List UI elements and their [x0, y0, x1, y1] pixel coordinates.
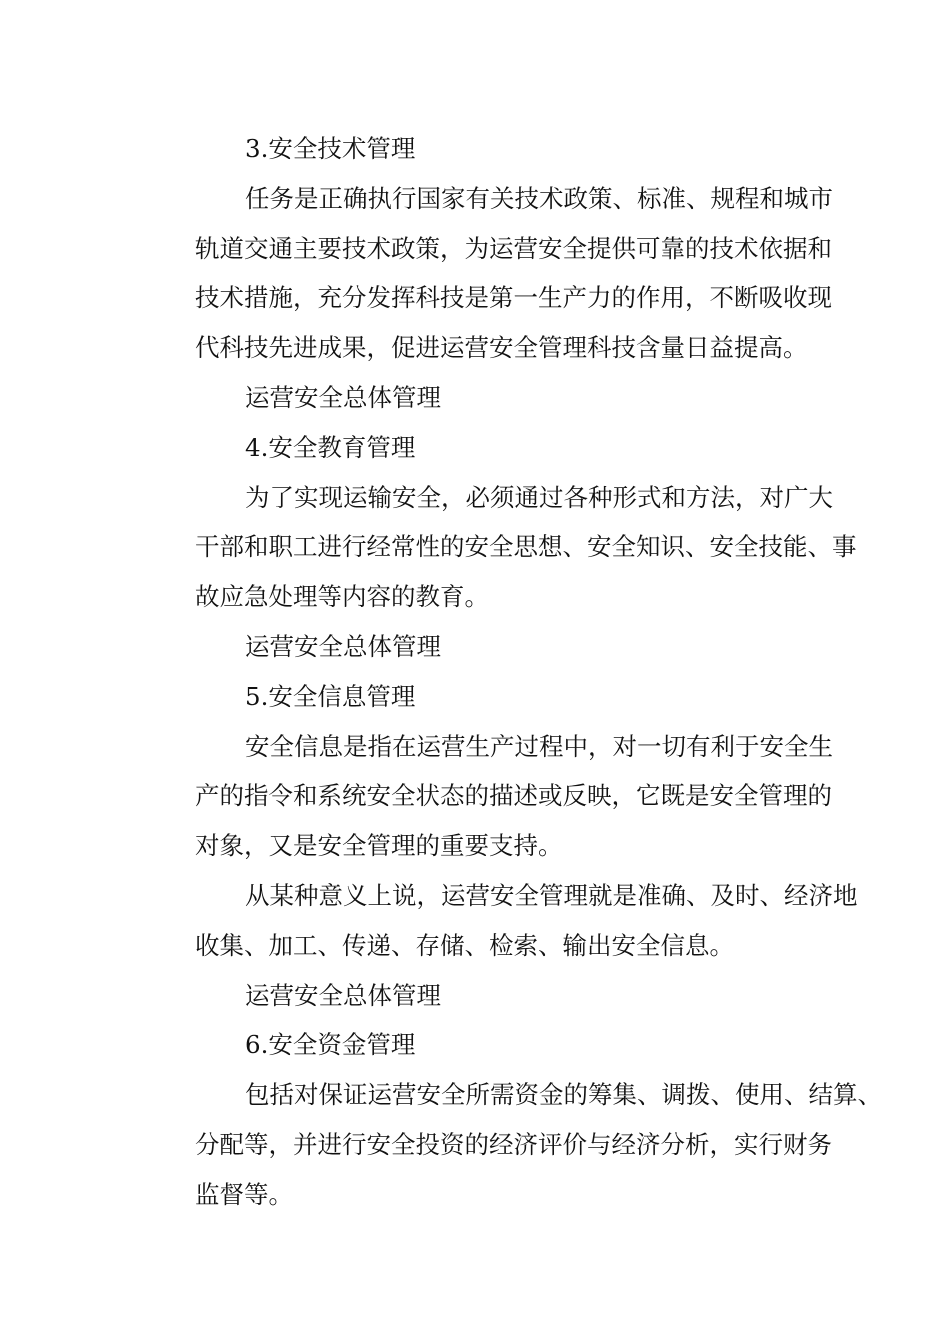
- section-label: [145, 622, 810, 672]
- text-line: 收集、加工、传递、存储、检索、输出安全信息。: [195, 930, 734, 960]
- body-paragraph: [145, 871, 858, 971]
- text-line: 产的指令和系统安全状态的描述或反映，它既是安全管理的: [195, 781, 832, 811]
- text-line: 3.安全技术管理: [245, 134, 416, 163]
- text-line: 安全信息是指在运营生产过程中，对一切有利于安全生: [245, 731, 833, 761]
- text-line: 包括对保证运营安全所需资金的筹集、调拨、使用、结算、: [245, 1080, 882, 1110]
- text-line: 监督等。: [195, 1179, 293, 1209]
- text-line: 运营安全总体管理: [245, 631, 441, 661]
- text-line: 分配等，并进行安全投资的经济评价与经济分析，实行财务: [195, 1129, 832, 1159]
- section-label: [145, 373, 810, 423]
- text-line: 5.安全信息管理: [245, 681, 416, 711]
- text-line: 4.安全教育管理: [245, 432, 416, 462]
- body-paragraph: [145, 1070, 882, 1219]
- text-line: 轨道交通主要技术政策，为运营安全提供可靠的技术依据和: [195, 233, 832, 263]
- text-line: 运营安全总体管理: [245, 980, 441, 1010]
- document-page: [145, 124, 882, 1220]
- section-heading: [145, 124, 810, 174]
- text-line: 技术措施，充分发挥科技是第一生产力的作用，不断吸收现: [195, 283, 832, 313]
- body-paragraph: [145, 722, 833, 871]
- text-line: 运营安全总体管理: [245, 382, 441, 412]
- text-line: 为了实现运输安全，必须通过各种形式和方法，对广大: [245, 482, 833, 512]
- text-line: 6.安全资金管理: [245, 1030, 416, 1060]
- section-heading: [145, 423, 810, 473]
- section-heading: [145, 1020, 810, 1070]
- text-line: 故应急处理等内容的教育。: [195, 582, 489, 612]
- body-paragraph: [145, 174, 833, 373]
- text-line: 干部和职工进行经常性的安全思想、安全知识、安全技能、事: [195, 532, 857, 562]
- text-line: 代科技先进成果，促进运营安全管理科技含量日益提高。: [195, 333, 808, 363]
- section-heading: [145, 672, 810, 722]
- text-line: 从某种意义上说，运营安全管理就是准确、及时、经济地: [245, 880, 858, 910]
- body-paragraph: [145, 473, 857, 622]
- text-line: 对象，又是安全管理的重要支持。: [195, 831, 563, 861]
- text-line: 任务是正确执行国家有关技术政策、标准、规程和城市: [245, 183, 833, 213]
- section-label: [145, 971, 810, 1021]
